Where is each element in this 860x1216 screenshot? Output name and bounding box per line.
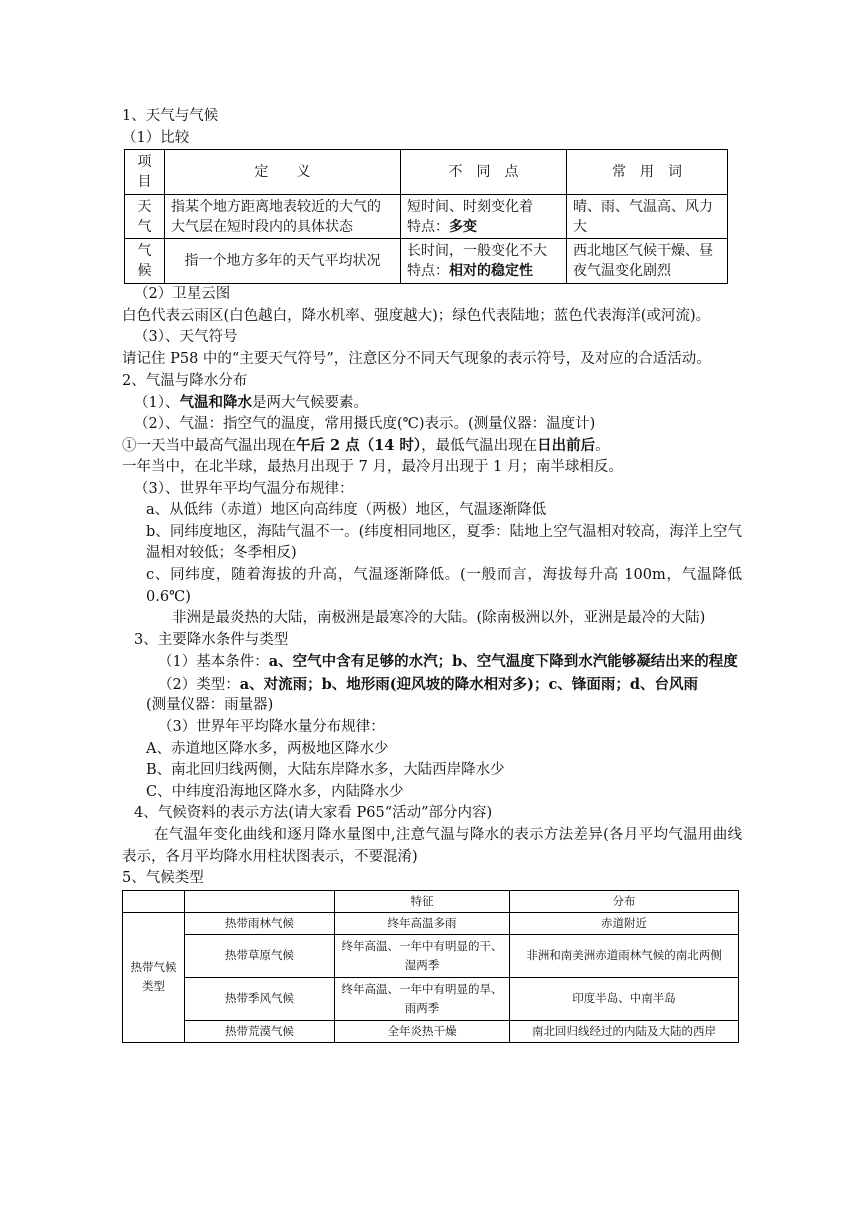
- table-header-row: [125, 150, 728, 195]
- difference-feature: 多变: [449, 218, 477, 235]
- row-definition: 指某个地方距离地表较近的大气的大气层在短时段内的具体状态: [165, 195, 401, 239]
- table-row: [123, 934, 739, 977]
- row-item: 气候: [125, 239, 165, 284]
- climate-feature: 全年炎热干燥: [335, 1020, 510, 1042]
- p2-label: （2）类型：: [158, 676, 240, 693]
- header-definition: 定 义: [165, 150, 401, 195]
- difference-label: 特点：: [407, 218, 449, 235]
- section-3-p3: （3）世界年平均降水量分布规律：: [158, 719, 385, 736]
- climate-name: 热带荒漠气候: [185, 1020, 335, 1042]
- section-2-p3: [122, 435, 742, 457]
- table-row: [123, 977, 739, 1020]
- section-1-sub-symbols: （3）、天气符号: [134, 329, 238, 346]
- section-4-text: 在气温年变化曲线和逐月降水量图中,注意气温与降水的表示方法差异(各月平均气温用曲线表示，各月平均降水用柱状图表示，不要混淆): [122, 827, 742, 865]
- rule-A: A、赤道地区降水多，两极地区降水少: [146, 740, 389, 757]
- section-2-p1: [122, 392, 742, 414]
- difference-feature: 相对的稳定性: [449, 263, 533, 280]
- section-4-title: 4、气候资料的表示方法(请大家看 P65“活动”部分内容): [134, 805, 493, 822]
- header-difference: 不 同 点: [401, 150, 567, 195]
- rule-b: b、同纬度地区，海陆气温不一。(纬度相同地区，夏季：陆地上空气温相对较高，海洋上空气温相对较低；冬季相反): [146, 523, 742, 562]
- row-common-words: 西北地区气候干燥、昼夜气温变化剧烈: [567, 239, 728, 284]
- climate-types-table: [122, 890, 739, 1043]
- section-2-title: 2、气温与降水分布: [122, 372, 248, 389]
- row-item: 天气: [125, 195, 165, 239]
- section-3-p2: [122, 674, 742, 696]
- p3-bold-time: 午后 2 点（14 时）: [296, 437, 422, 455]
- table-row: [123, 912, 739, 934]
- p3-c: ，最低气温出现在: [421, 438, 538, 455]
- p3-a: ①一天当中最高气温出现在: [122, 438, 296, 455]
- row-common-words: 晴、雨、气温高、风力大: [567, 195, 728, 239]
- rule-C: C、中纬度沿海地区降水多，内陆降水少: [146, 783, 404, 800]
- section-5-title: 5、气候类型: [122, 870, 204, 887]
- p1-prefix: （1）、: [134, 395, 180, 412]
- p1-suffix: 是两大气候要素。: [251, 395, 368, 412]
- difference-text: 长时间，一般变化不大: [407, 243, 547, 260]
- section-1-sub-compare: （1）比较: [122, 129, 190, 146]
- p1-conditions: a、空气中含有足够的水汽；b、空气温度下降到水汽能够凝结出来的程度: [268, 653, 738, 671]
- header-item: 项目: [125, 150, 165, 195]
- p3-bold-sunrise: 日出前后: [537, 437, 596, 455]
- weather-climate-table: [124, 149, 728, 284]
- table-row: [123, 1020, 739, 1042]
- rule-c: c、同纬度，随着海拔的升高，气温逐渐降低。(一般而言，海拔每升高 100m，气温降低 0.6℃): [146, 566, 742, 605]
- p3-e: 。: [595, 438, 610, 455]
- climate-distribution: 赤道附近: [510, 912, 739, 934]
- section-1-sub-satellite: （2）卫星云图: [134, 286, 231, 303]
- section-3-p2-instrument: (测量仪器：雨量器): [146, 697, 274, 714]
- climate-name: 热带季风气候: [185, 977, 335, 1020]
- climate-name: 热带雨林气候: [185, 912, 335, 934]
- header-distribution: 分布: [510, 890, 739, 912]
- row-definition: 指一个地方多年的天气平均状况: [165, 239, 401, 284]
- climate-feature: 终年高温、一年中有明显的干、湿两季: [335, 934, 510, 977]
- row-difference: [401, 239, 567, 284]
- section-2-p2: （2）、气温：指空气的温度，常用摄氏度(℃)表示。(测量仪器：温度计): [134, 415, 596, 432]
- climate-distribution: 印度半岛、中南半岛: [510, 977, 739, 1020]
- section-2-p4: 一年当中，在北半球，最热月出现于 7 月，最冷月出现于 1 月；南半球相反。: [122, 458, 623, 475]
- africa-note: 非洲是最炎热的大陆，南极洲是最寒冷的大陆。(除南极洲以外，亚洲是最冷的大陆): [172, 610, 706, 627]
- climate-feature: 终年高温多雨: [335, 912, 510, 934]
- section-2-p5: （3）、世界年平均气温分布规律：: [134, 480, 354, 497]
- document-content: [122, 106, 742, 1043]
- p2-types: a、对流雨；b、地形雨(迎风坡的降水相对多)；c、锋面雨；d、台风雨: [239, 675, 698, 693]
- section-1-title: 1、天气与气候: [122, 108, 219, 124]
- climate-distribution: 非洲和南美洲赤道雨林气候的南北两侧: [510, 934, 739, 977]
- rule-a: a、从低纬（赤道）地区向高纬度（两极）地区，气温逐渐降低: [146, 502, 547, 519]
- header-feature: 特征: [335, 890, 510, 912]
- header-empty-1: [123, 890, 185, 912]
- row-difference: [401, 195, 567, 239]
- table-header-row: [123, 890, 739, 912]
- header-common-words: 常 用 词: [567, 150, 728, 195]
- rule-B: B、南北回归线两侧，大陆东岸降水多，大陆西岸降水少: [146, 762, 505, 779]
- section-3-title: 3、主要降水条件与类型: [134, 631, 289, 648]
- difference-text: 短时间、时刻变化着: [407, 198, 533, 215]
- header-empty-2: [185, 890, 335, 912]
- p1-bold: 气温和降水: [179, 394, 252, 412]
- table-row: [125, 195, 728, 239]
- table-row: [125, 239, 728, 284]
- climate-distribution: 南北回归线经过的内陆及大陆的西岸: [510, 1020, 739, 1042]
- symbols-text: 请记住 P58 中的“主要天气符号”，注意区分不同天气现象的表示符号，及对应的合适活动。: [122, 350, 711, 367]
- satellite-text: 白色代表云雨区(白色越白，降水机率、强度越大)；绿色代表陆地；蓝色代表海洋(或河流)。: [122, 307, 711, 324]
- difference-label: 特点：: [407, 263, 449, 280]
- group-tropical: 热带气候类型: [123, 912, 185, 1042]
- climate-name: 热带草原气候: [185, 934, 335, 977]
- p1-label: （1）基本条件：: [158, 654, 269, 671]
- section-3-p1: [122, 651, 742, 674]
- climate-feature: 终年高温、一年中有明显的旱、雨两季: [335, 977, 510, 1020]
